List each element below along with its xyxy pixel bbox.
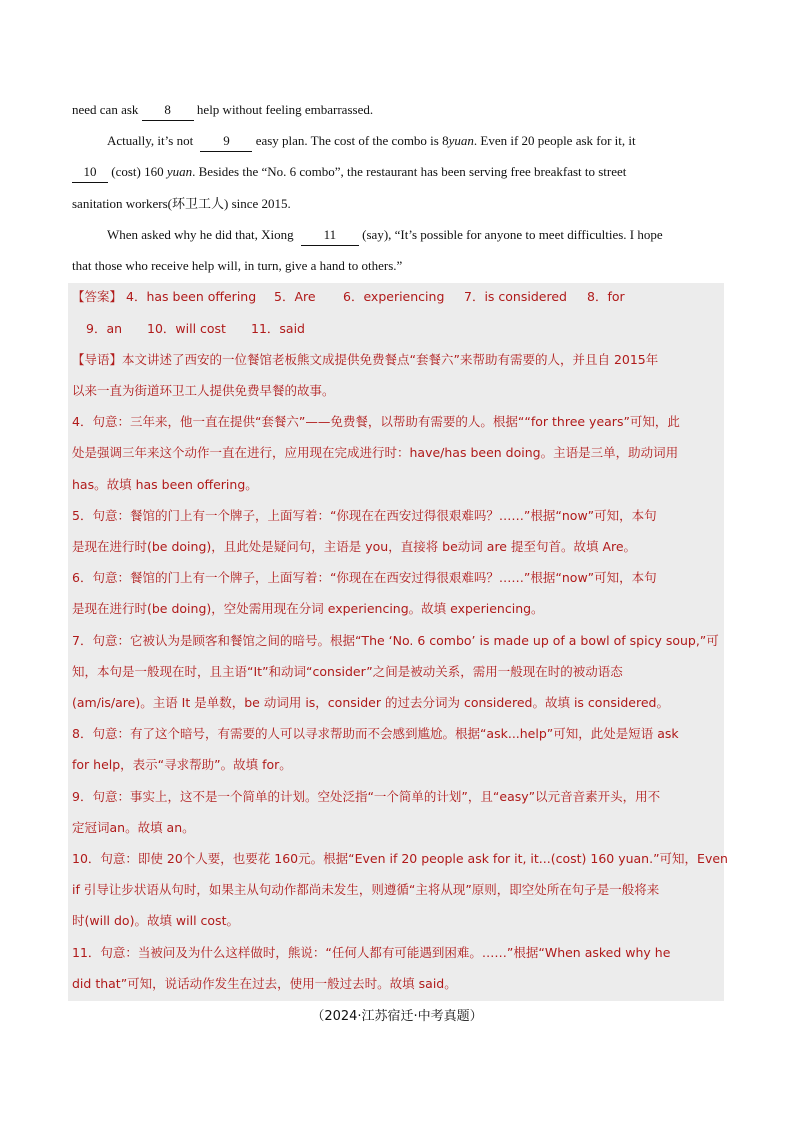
blank-8: 8 [142, 100, 194, 121]
blank-10: 10 [72, 162, 108, 183]
text: Actually, it’s not [107, 133, 194, 148]
explanation-line: 10．句意：即使 20个人要，也要花 160元。根据“Even if 20 people ask for it, it...(cost) 160 yuan.”可知，Even [72, 851, 728, 866]
text: . Even if 20 people ask for it, it [473, 133, 636, 148]
blank-11: 11 [301, 225, 359, 246]
passage-line-6: that those who receive help will, in turn, give a hand to others.” [72, 258, 403, 273]
passage-line-3 [72, 162, 722, 183]
guide-text: 本文讲述了西安的一位餐馆老板熊文成提供免费餐点“套餐六”来帮助有需要的人，并且自 2015年 [122, 352, 659, 367]
text: easy plan. The cost of the combo is 8 [255, 133, 449, 148]
explanation-line: 5．句意：餐馆的门上有一个牌子，上面写着：“你现在在西安过得很艰难吗？……”根据“now”可知，本句 [72, 508, 657, 523]
text-yuan: yuan [166, 164, 193, 179]
passage-line-1 [72, 100, 722, 121]
explanation-line: 7．句意：它被认为是顾客和餐馆之间的暗号。根据“The ‘No. 6 combo’ is made up of a bowl of spicy soup,”可 [72, 633, 719, 648]
explanation-line: 是现在进行时(be doing)，且此处是疑问句，主语是 you，直接将 be动词 are 提至句首。故填 Are。 [72, 539, 637, 554]
passage-line-5 [72, 225, 722, 246]
explanation-line: 知，本句是一般现在时，且主语“It”和动词“consider”之间是被动关系，需用一般现在时的被动语态 [72, 664, 623, 679]
answer-label: 【答案】 [72, 289, 123, 304]
answer-item: 9．an [86, 321, 123, 336]
explanation-line: 8．句意：有了这个暗号，有需要的人可以寻求帮助而不会感到尴尬。根据“ask...help”可知，此处是短语 ask [72, 726, 679, 741]
guide-line-2: 以来一直为街道环卫工人提供免费早餐的故事。 [72, 383, 335, 398]
text: . Besides the “No. 6 combo”, the restaurant has been serving free breakfast to street [192, 164, 627, 179]
explanation-line: 11．句意：当被问及为什么这样做时，熊说：“任何人都有可能遇到困难。……”根据“When asked why he [72, 945, 671, 960]
blank-9: 9 [200, 131, 252, 152]
passage-line-2 [72, 131, 722, 152]
answer-item: 7．is considered [464, 289, 567, 304]
text: (cost) 160 [111, 164, 164, 179]
answer-item: 6．experiencing [343, 289, 445, 304]
explanation-line: (am/is/are)。主语 It 是单数，be 动词用 is，consider 的过去分词为 considered。故填 is considered。 [72, 695, 669, 710]
answer-item: 4．has been offering [126, 289, 257, 304]
answer-item: 11．said [251, 321, 305, 336]
guide-label: 【导语】 [72, 352, 123, 367]
guide-line-1 [72, 350, 658, 370]
explanation-line: 时(will do)。故填 will cost。 [72, 913, 239, 928]
explanation-line: did that”可知，说话动作发生在过去，使用一般过去时。故填 said。 [72, 976, 457, 991]
explanation-line: for help，表示“寻求帮助”。故填 for。 [72, 757, 292, 772]
explanation-line: 是现在进行时(be doing)，空处需用现在分词 experiencing。故填 experiencing。 [72, 601, 544, 616]
explanation-line: 9．句意：事实上，这不是一个简单的计划。空处泛指“一个简单的计划”，且“easy”以元音音素开头，用不 [72, 789, 661, 804]
text: When asked why he did that, Xiong [107, 227, 294, 242]
explanation-line: if 引导让步状语从句时，如果主从句动作都尚未发生，则遵循“主将从现”原则，即空处所在句子是一般将来 [72, 882, 660, 897]
text-yuan: yuan [448, 133, 474, 148]
source-footer: （2024·江苏宿迁·中考真题） [311, 1009, 483, 1024]
explanation-line: 处是强调三年来这个动作一直在进行，应用现在完成进行时：have/has been doing。主语是三单，助动词用 [72, 445, 679, 460]
answer-item: 8．for [587, 289, 625, 304]
answer-item: 5．Are [274, 289, 316, 304]
text: need can ask [72, 102, 139, 117]
explanation-line: 定冠词an。故填 an。 [72, 820, 195, 835]
explanation-line: 4．句意：三年来，他一直在提供“套餐六”——免费餐，以帮助有需要的人。根据““for three years”可知，此 [72, 414, 680, 429]
explanation-line: has。故填 has been offering。 [72, 477, 258, 492]
text: help without feeling embarrassed. [196, 102, 374, 117]
text: (say), “It’s possible for anyone to meet difficulties. I hope [362, 227, 663, 242]
answer-item: 10．will cost [147, 321, 226, 336]
passage-line-4: sanitation workers(环卫工人) since 2015. [72, 196, 291, 211]
explanation-line: 6．句意：餐馆的门上有一个牌子，上面写着：“你现在在西安过得很艰难吗？……”根据“now”可知，本句 [72, 570, 657, 585]
